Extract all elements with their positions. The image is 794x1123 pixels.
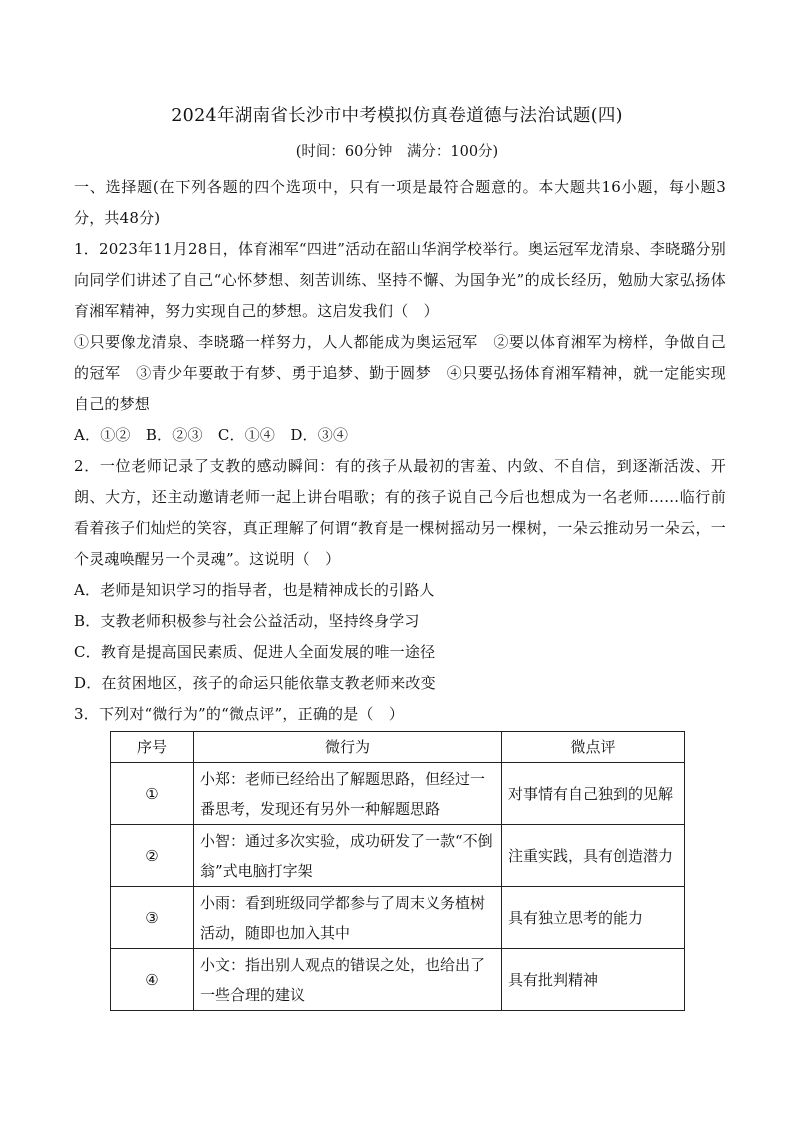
- table-row: [111, 949, 685, 1011]
- row-index: ③: [111, 887, 194, 949]
- row-behavior: 小智：通过多次实验，成功研发了一款“不倒翁”式电脑打字架: [194, 825, 502, 887]
- row-comment: 具有批判精神: [502, 949, 685, 1011]
- row-index: ②: [111, 825, 194, 887]
- row-comment: 具有独立思考的能力: [502, 887, 685, 949]
- table-row: [111, 825, 685, 887]
- row-behavior: 小郑：老师已经给出了解题思路，但经过一番思考，发现还有另外一种解题思路: [194, 763, 502, 825]
- table-header-row: [111, 732, 685, 763]
- row-index: ④: [111, 949, 194, 1011]
- header-behavior: 微行为: [194, 732, 502, 763]
- question-1-stem: 1．2023年11月28日，体育湘军“四进”活动在韶山华润学校举行。奥运冠军龙清泉、李晓璐分别向同学们讲述了自己“心怀梦想、刻苦训练、坚持不懈、为国争光”的成长经历，勉励大家弘扬体育湘军精神，努力实现自己的梦想。这启发我们（ ）: [74, 240, 726, 320]
- row-comment: 对事情有自己独到的见解: [502, 763, 685, 825]
- question-3-stem: 3．下列对“微行为”的“微点评”，正确的是（ ）: [74, 705, 405, 723]
- question-2-option-d: D．在贫困地区，孩子的命运只能依靠支教老师来改变: [74, 674, 436, 692]
- question-2-option-b: B．支教老师积极参与社会公益活动，坚持终身学习: [74, 612, 420, 630]
- question-3-table: [110, 731, 685, 1011]
- question-2-stem: 2．一位老师记录了支教的感动瞬间：有的孩子从最初的害羞、内敛、不自信，到逐渐活泼、开朗、大方，还主动邀请老师一起上讲台唱歌；有的孩子说自己今后也想成为一名老师……临行前看着孩子们灿烂的笑容，真正理解了何谓“教育是一棵树摇动另一棵树，一朵云推动另一朵云，一个灵魂唤醒另一个灵魂”。这说明（ ）: [74, 457, 726, 568]
- header-index: 序号: [111, 732, 194, 763]
- table-row: [111, 763, 685, 825]
- question-2-option-a: A．老师是知识学习的指导者，也是精神成长的引路人: [74, 581, 435, 599]
- section-heading: 一、选择题(在下列各题的四个选项中，只有一项是最符合题意的。本大题共16小题，每小题3分，共48分): [74, 178, 726, 227]
- exam-content: [74, 172, 726, 730]
- row-behavior: 小雨：看到班级同学都参与了周末义务植树活动，随即也加入其中: [194, 887, 502, 949]
- row-index: ①: [111, 763, 194, 825]
- row-comment: 注重实践，具有创造潜力: [502, 825, 685, 887]
- question-1-options: A．①② B．②③ C．①④ D．③④: [74, 426, 349, 444]
- table-row: [111, 887, 685, 949]
- question-2-option-c: C．教育是提高国民素质、促进人全面发展的唯一途径: [74, 643, 436, 661]
- question-1-statements: ①只要像龙清泉、李晓璐一样努力，人人都能成为奥运冠军 ②要以体育湘军为榜样，争做自己的冠军 ③青少年要敢于有梦、勇于追梦、勤于圆梦 ④只要弘扬体育湘军精神，就一定能实现自己的梦想: [74, 333, 726, 413]
- exam-title: 2024年湖南省长沙市中考模拟仿真卷道德与法治试题(四): [171, 106, 623, 126]
- header-comment: 微点评: [502, 732, 685, 763]
- exam-subtitle: (时间：60分钟 满分：100分): [295, 144, 499, 160]
- row-behavior: 小文：指出别人观点的错误之处，也给出了一些合理的建议: [194, 949, 502, 1011]
